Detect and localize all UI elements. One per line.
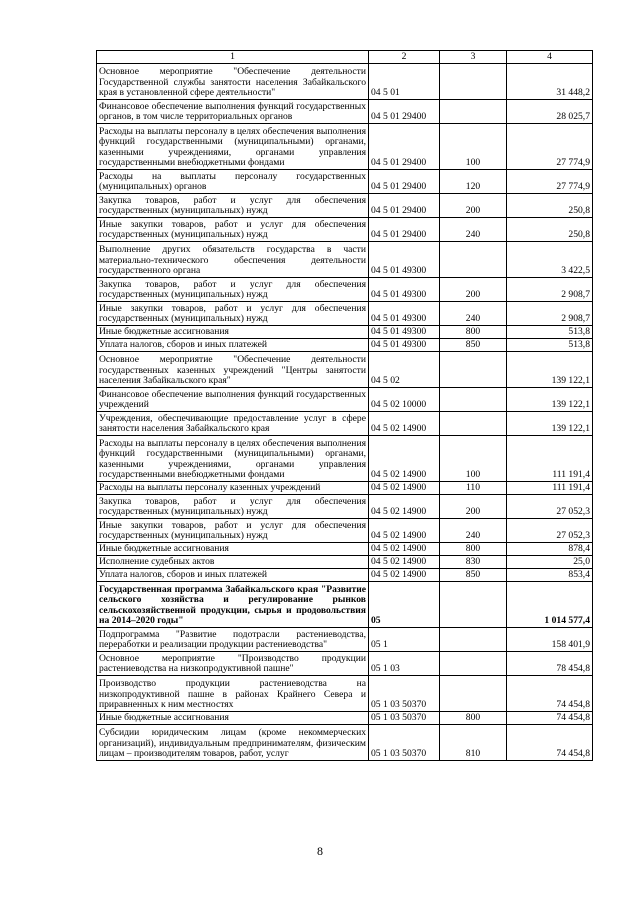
row-description: Уплата налогов, сборов и иных платежей [97,569,369,582]
table-row [97,495,593,519]
row-amount: 27 052,3 [507,495,593,519]
row-code: 04 5 02 14900 [369,569,440,582]
row-amount: 78 454,8 [507,652,593,676]
row-description: Учреждения, обеспечивающие предоставление услуг в сфере занятости населения Забайкальского края [97,412,369,436]
row-description: Основное мероприятие "Обеспечение деятельности государственных казенных учреждений "Центры занятости населения Забайкальского края" [97,352,369,388]
table-row [97,556,593,569]
row-code: 04 5 02 14900 [369,482,440,495]
row-description: Государственная программа Забайкальского края "Развитие сельского хозяйства и регулирование рынков сельскохозяйственной продукции, сырья и продовольствия на 2014–2020 годы" [97,582,369,628]
table-row [97,170,593,194]
row-amount: 139 122,1 [507,412,593,436]
row-amount: 158 401,9 [507,628,593,652]
row-code: 05 1 [369,628,440,652]
row-description: Уплата налогов, сборов и иных платежей [97,339,369,352]
row-expense-type: 850 [440,339,507,352]
row-description: Расходы на выплаты персоналу в целях обеспечения выполнения функций государственными (муниципальными) органами, казенными учреждениями, органами управления государственными внебюджетными фондами [97,436,369,482]
row-amount: 139 122,1 [507,388,593,412]
row-amount: 878,4 [507,543,593,556]
row-code: 04 5 01 49300 [369,278,440,302]
row-amount: 139 122,1 [507,352,593,388]
row-amount: 513,8 [507,339,593,352]
row-expense-type: 240 [440,302,507,326]
row-code: 04 5 01 29400 [369,218,440,242]
table-row [97,100,593,124]
row-expense-type: 200 [440,194,507,218]
row-amount: 111 191,4 [507,436,593,482]
header-row [97,51,593,64]
row-expense-type: 110 [440,482,507,495]
row-expense-type: 850 [440,569,507,582]
row-expense-type [440,64,507,100]
table-row [97,436,593,482]
header-col-4: 4 [507,51,593,64]
row-expense-type [440,676,507,712]
row-expense-type [440,242,507,278]
row-expense-type: 200 [440,278,507,302]
row-description: Закупка товаров, работ и услуг для обеспечения государственных (муниципальных) нужд [97,194,369,218]
header-col-1: 1 [97,51,369,64]
row-code: 05 1 03 50370 [369,712,440,725]
row-amount: 27 774,9 [507,124,593,170]
row-expense-type [440,388,507,412]
header-col-2: 2 [369,51,440,64]
row-expense-type [440,352,507,388]
row-expense-type [440,628,507,652]
row-description: Выполнение других обязательств государства в части материально-технического обеспечения деятельности государственного органа [97,242,369,278]
table-row [97,352,593,388]
row-expense-type: 810 [440,725,507,761]
row-description: Финансовое обеспечение выполнения функций государственных органов, в том числе территориальных органов [97,100,369,124]
row-amount: 111 191,4 [507,482,593,495]
table-row [97,64,593,100]
row-description: Закупка товаров, работ и услуг для обеспечения государственных (муниципальных) нужд [97,495,369,519]
row-code: 05 1 03 [369,652,440,676]
row-description: Иные закупки товаров, работ и услуг для обеспечения государственных (муниципальных) нужд [97,519,369,543]
row-code: 05 [369,582,440,628]
row-expense-type: 800 [440,326,507,339]
row-description: Иные бюджетные ассигнования [97,326,369,339]
row-expense-type: 240 [440,519,507,543]
row-description: Расходы на выплаты персоналу государственных (муниципальных) органов [97,170,369,194]
row-code: 04 5 01 49300 [369,339,440,352]
row-amount: 31 448,2 [507,64,593,100]
row-amount: 74 454,8 [507,676,593,712]
row-expense-type: 120 [440,170,507,194]
row-amount: 3 422,5 [507,242,593,278]
table-row [97,242,593,278]
row-description: Закупка товаров, работ и услуг для обеспечения государственных (муниципальных) нужд [97,278,369,302]
row-amount: 513,8 [507,326,593,339]
row-expense-type: 240 [440,218,507,242]
row-code: 04 5 01 49300 [369,326,440,339]
row-description: Подпрограмма "Развитие подотрасли растениеводства, переработки и реализации продукции растениеводства" [97,628,369,652]
row-code: 04 5 01 29400 [369,124,440,170]
row-amount: 28 025,7 [507,100,593,124]
table-row [97,712,593,725]
row-code: 04 5 01 29400 [369,194,440,218]
row-code: 04 5 02 14900 [369,556,440,569]
row-amount: 27 774,9 [507,170,593,194]
row-description: Исполнение судебных актов [97,556,369,569]
table-row [97,194,593,218]
row-expense-type: 100 [440,124,507,170]
row-description: Субсидии юридическим лицам (кроме некоммерческих организаций), индивидуальным предпринимателям, физическим лицам – производителям товаров, работ, услуг [97,725,369,761]
row-code: 04 5 02 [369,352,440,388]
row-expense-type [440,582,507,628]
table-row [97,725,593,761]
table-row [97,218,593,242]
row-amount: 250,8 [507,194,593,218]
row-description: Финансовое обеспечение выполнения функций государственных учреждений [97,388,369,412]
header-col-3: 3 [440,51,507,64]
row-expense-type [440,652,507,676]
row-code: 04 5 02 14900 [369,436,440,482]
row-expense-type: 100 [440,436,507,482]
row-amount: 25,0 [507,556,593,569]
page-number: 8 [317,844,323,858]
table-row [97,339,593,352]
row-code: 04 5 02 14900 [369,412,440,436]
row-amount: 1 014 577,4 [507,582,593,628]
budget-table [96,50,593,761]
row-description: Иные бюджетные ассигнования [97,712,369,725]
row-code: 04 5 02 10000 [369,388,440,412]
row-expense-type: 800 [440,712,507,725]
table-body [97,64,593,761]
table-row [97,628,593,652]
row-code: 04 5 01 49300 [369,302,440,326]
row-description: Основное мероприятие "Обеспечение деятельности Государственной службы занятости населения Забайкальского края в установленной сфере деятельности" [97,64,369,100]
row-code: 04 5 01 [369,64,440,100]
row-code: 04 5 01 49300 [369,242,440,278]
table-row [97,278,593,302]
row-amount: 74 454,8 [507,725,593,761]
row-description: Иные закупки товаров, работ и услуг для обеспечения государственных (муниципальных) нужд [97,218,369,242]
row-description: Расходы на выплаты персоналу казенных учреждений [97,482,369,495]
row-code: 04 5 01 29400 [369,100,440,124]
table-row [97,302,593,326]
row-amount: 27 052,3 [507,519,593,543]
row-amount: 250,8 [507,218,593,242]
table-row [97,519,593,543]
row-expense-type: 800 [440,543,507,556]
row-code: 04 5 02 14900 [369,543,440,556]
row-expense-type: 830 [440,556,507,569]
row-description: Иные бюджетные ассигнования [97,543,369,556]
row-code: 05 1 03 50370 [369,676,440,712]
table-row [97,652,593,676]
table-row [97,676,593,712]
row-amount: 2 908,7 [507,302,593,326]
table-row [97,569,593,582]
table-row [97,124,593,170]
table-row [97,482,593,495]
row-description: Основное мероприятие "Производство продукции растениеводства на низкопродуктивной пашне" [97,652,369,676]
table-row [97,582,593,628]
row-code: 05 1 03 50370 [369,725,440,761]
row-amount: 74 454,8 [507,712,593,725]
row-code: 04 5 02 14900 [369,519,440,543]
row-code: 04 5 02 14900 [369,495,440,519]
row-expense-type: 200 [440,495,507,519]
table-row [97,543,593,556]
row-description: Производство продукции растениеводства на низкопродуктивной пашне в районах Крайнего Севера и приравненных к ним местностях [97,676,369,712]
row-description: Расходы на выплаты персоналу в целях обеспечения выполнения функций государственными (муниципальными) органами, казенными учреждениями, органами управления государственными внебюджетными фондами [97,124,369,170]
row-expense-type [440,100,507,124]
row-code: 04 5 01 29400 [369,170,440,194]
row-amount: 853,4 [507,569,593,582]
table-row [97,326,593,339]
table-row [97,412,593,436]
row-expense-type [440,412,507,436]
table-row [97,388,593,412]
row-description: Иные закупки товаров, работ и услуг для обеспечения государственных (муниципальных) нужд [97,302,369,326]
row-amount: 2 908,7 [507,278,593,302]
